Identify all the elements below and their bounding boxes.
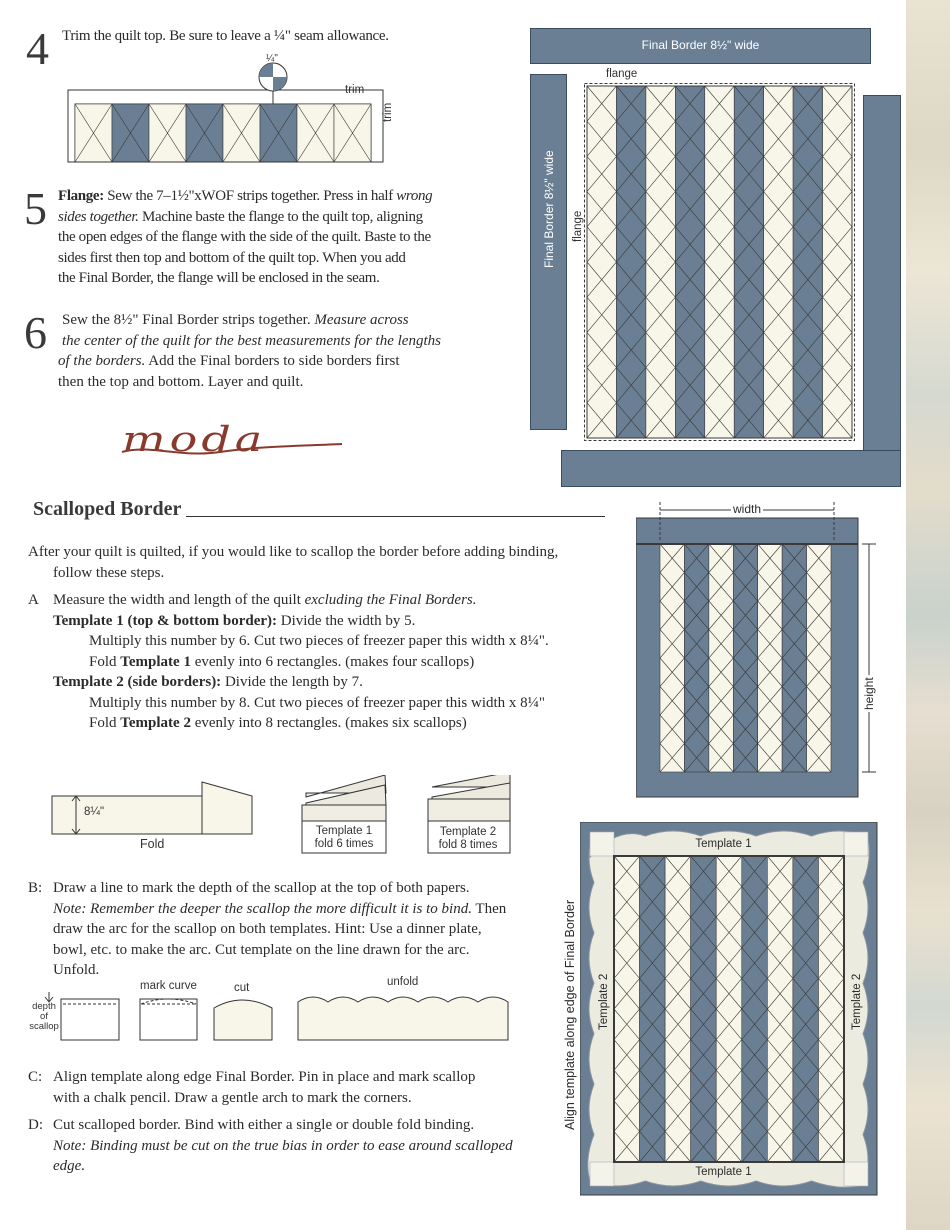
final-border-top-label: Final Border 8½" wide	[641, 38, 760, 52]
step-5-line: sides first then top and bottom of the quilt top. When you add	[58, 249, 406, 266]
step-5-line: the open edges of the flange with the side of the quilt. Baste to the	[58, 229, 431, 245]
intro-line: After your quilt is quilted, if you would like to scallop the border before adding binding,	[28, 544, 559, 560]
step-c-line: with a chalk pencil. Draw a gentle arch to mark the corners.	[53, 1089, 412, 1106]
template2-fold-label-line: fold 8 times	[438, 839, 498, 851]
step-6-line: then the top and bottom. Layer and quilt.	[58, 373, 304, 390]
intro-line: follow these steps.	[53, 564, 165, 581]
step-d-note-line: edge.	[53, 1158, 86, 1174]
flange-top-label: flange	[606, 68, 638, 80]
trim-diagram	[60, 52, 410, 170]
quilt-strip	[758, 544, 782, 772]
scallop-title: Scalloped Border	[33, 498, 182, 520]
quarter-inch-label: ¼"	[266, 53, 278, 64]
scallop-title-rule	[186, 516, 605, 517]
step-5-number: 5	[24, 183, 47, 234]
quilt-strip	[660, 544, 684, 772]
step-6-line: Sew the 8½" Final Border strips together. Measure across	[62, 312, 409, 328]
step-d-letter: D:	[28, 1117, 43, 1133]
template2-fold-label-line: Template 2	[439, 826, 497, 838]
cut-label: cut	[234, 982, 250, 994]
height-label: height	[862, 677, 876, 710]
moda-logo-swash	[120, 440, 345, 460]
depth-of-scallop-label	[28, 1002, 60, 1032]
step-c-line: Align template along edge Final Border. Pin in place and mark scallop	[53, 1069, 476, 1085]
step-b-letter: B:	[28, 880, 43, 896]
step-6-line: the center of the quilt for the best measurements for the lengths	[62, 332, 441, 349]
trim-top-label: trim	[345, 84, 365, 96]
template1-bottom-label: Template 1	[695, 1166, 752, 1178]
quilt-diagram-main	[584, 83, 855, 441]
quilt-strip	[807, 544, 831, 772]
step-a-line: Multiply this number by 8. Cut two pieces of freezer paper this width x 8¼"	[89, 694, 546, 711]
quilt-strip	[709, 544, 733, 772]
step-a-line: Measure the width and length of the quilt excluding the Final Borders.	[53, 592, 477, 608]
template2-fold-label	[426, 826, 510, 852]
step-b-line: Draw a line to mark the depth of the scallop at the top of both papers.	[53, 880, 470, 896]
step-4-number: 4	[26, 23, 49, 74]
step-c-text	[53, 1067, 543, 1108]
step-a-text	[53, 590, 623, 734]
quilt-strip	[684, 544, 708, 772]
step-c-letter: C:	[28, 1069, 43, 1085]
template1-fold-label-line: Template 1	[315, 825, 373, 837]
template1-top-label: Template 1	[695, 838, 752, 850]
quilt-strip	[733, 544, 757, 772]
step-a-line: Template 1 (top & bottom border): Divide the width by 5.	[53, 612, 416, 629]
final-border-left-label: Final Border 8½" wide	[542, 150, 556, 268]
template1-fold-label	[300, 825, 388, 851]
depth-label-line: scallop	[29, 1021, 59, 1032]
step-a-line: Fold Template 2 evenly into 8 rectangles. (makes six scallops)	[89, 715, 467, 731]
scallop-quilt-diagram	[580, 822, 878, 1196]
step-5-line: the Final Border, the flange will be enclosed in the seam.	[58, 270, 380, 286]
template1-fold-label-line: fold 6 times	[314, 838, 374, 850]
step-b-line: bowl, etc. to make the arc. Cut template on the line drawn for the arc.	[53, 941, 470, 958]
step-a-letter: A	[28, 592, 39, 608]
step-a-line: Template 2 (side borders): Divide the length by 7.	[53, 674, 363, 690]
step-b-line: Note: Remember the deeper the scallop the more difficult it is to bind. Then	[53, 900, 507, 917]
width-label: width	[733, 502, 762, 516]
unfold-label: unfold	[387, 976, 419, 988]
step-5-line: Flange: Sew the 7–1½"xWOF strips together. Press in half wrong	[58, 188, 433, 204]
depth-label-line: depth	[32, 1001, 56, 1012]
scallop-arc-diagram	[28, 990, 528, 1045]
width-height-diagram	[636, 500, 886, 800]
step-b-line: draw the arc for the scallop on both templates. Hint: Use a dinner plate,	[53, 921, 482, 937]
align-template-label: Align template along edge of Final Border	[563, 899, 577, 1130]
decorative-photo-strip	[906, 0, 950, 1230]
step-d-line: Cut scalloped border. Bind with either a single or double fold binding.	[53, 1117, 475, 1133]
step-d-text	[53, 1115, 553, 1177]
final-border-right-bar	[863, 95, 901, 485]
trim-side-label: trim	[382, 102, 394, 122]
moda-logo: moda	[122, 418, 267, 460]
mark-curve-label: mark curve	[140, 980, 197, 992]
fold-size-label: 8¼"	[84, 806, 105, 818]
depth-label-line: of	[40, 1011, 48, 1022]
step-5-line: sides together. Machine baste the flange to the quilt top, aligning	[58, 208, 423, 225]
step-b-line: Unfold.	[53, 962, 100, 978]
flange-side-label: flange	[572, 210, 584, 242]
scallop-intro	[28, 542, 628, 583]
step-b-text	[53, 878, 543, 981]
template2-left-label: Template 2	[598, 973, 610, 1030]
final-border-bottom-bar	[561, 450, 901, 487]
step-6-number: 6	[24, 307, 47, 358]
step-a-line: Multiply this number by 6. Cut two pieces of freezer paper this width x 8¼".	[89, 633, 549, 649]
step-a-line: Fold Template 1 evenly into 6 rectangles. (makes four scallops)	[89, 653, 475, 670]
step-6-text	[58, 310, 478, 392]
step-6-line: of the borders. Add the Final borders to side borders first	[58, 353, 400, 369]
fold-label: Fold	[140, 837, 165, 851]
step-d-note-line: Note: Binding must be cut on the true bias in order to ease around scalloped	[53, 1137, 513, 1154]
quilt-strip	[782, 544, 806, 772]
step-4-text: Trim the quilt top. Be sure to leave a ¼" seam allowance.	[62, 28, 389, 44]
step-5-text	[58, 186, 478, 289]
template2-right-label: Template 2	[851, 973, 863, 1030]
